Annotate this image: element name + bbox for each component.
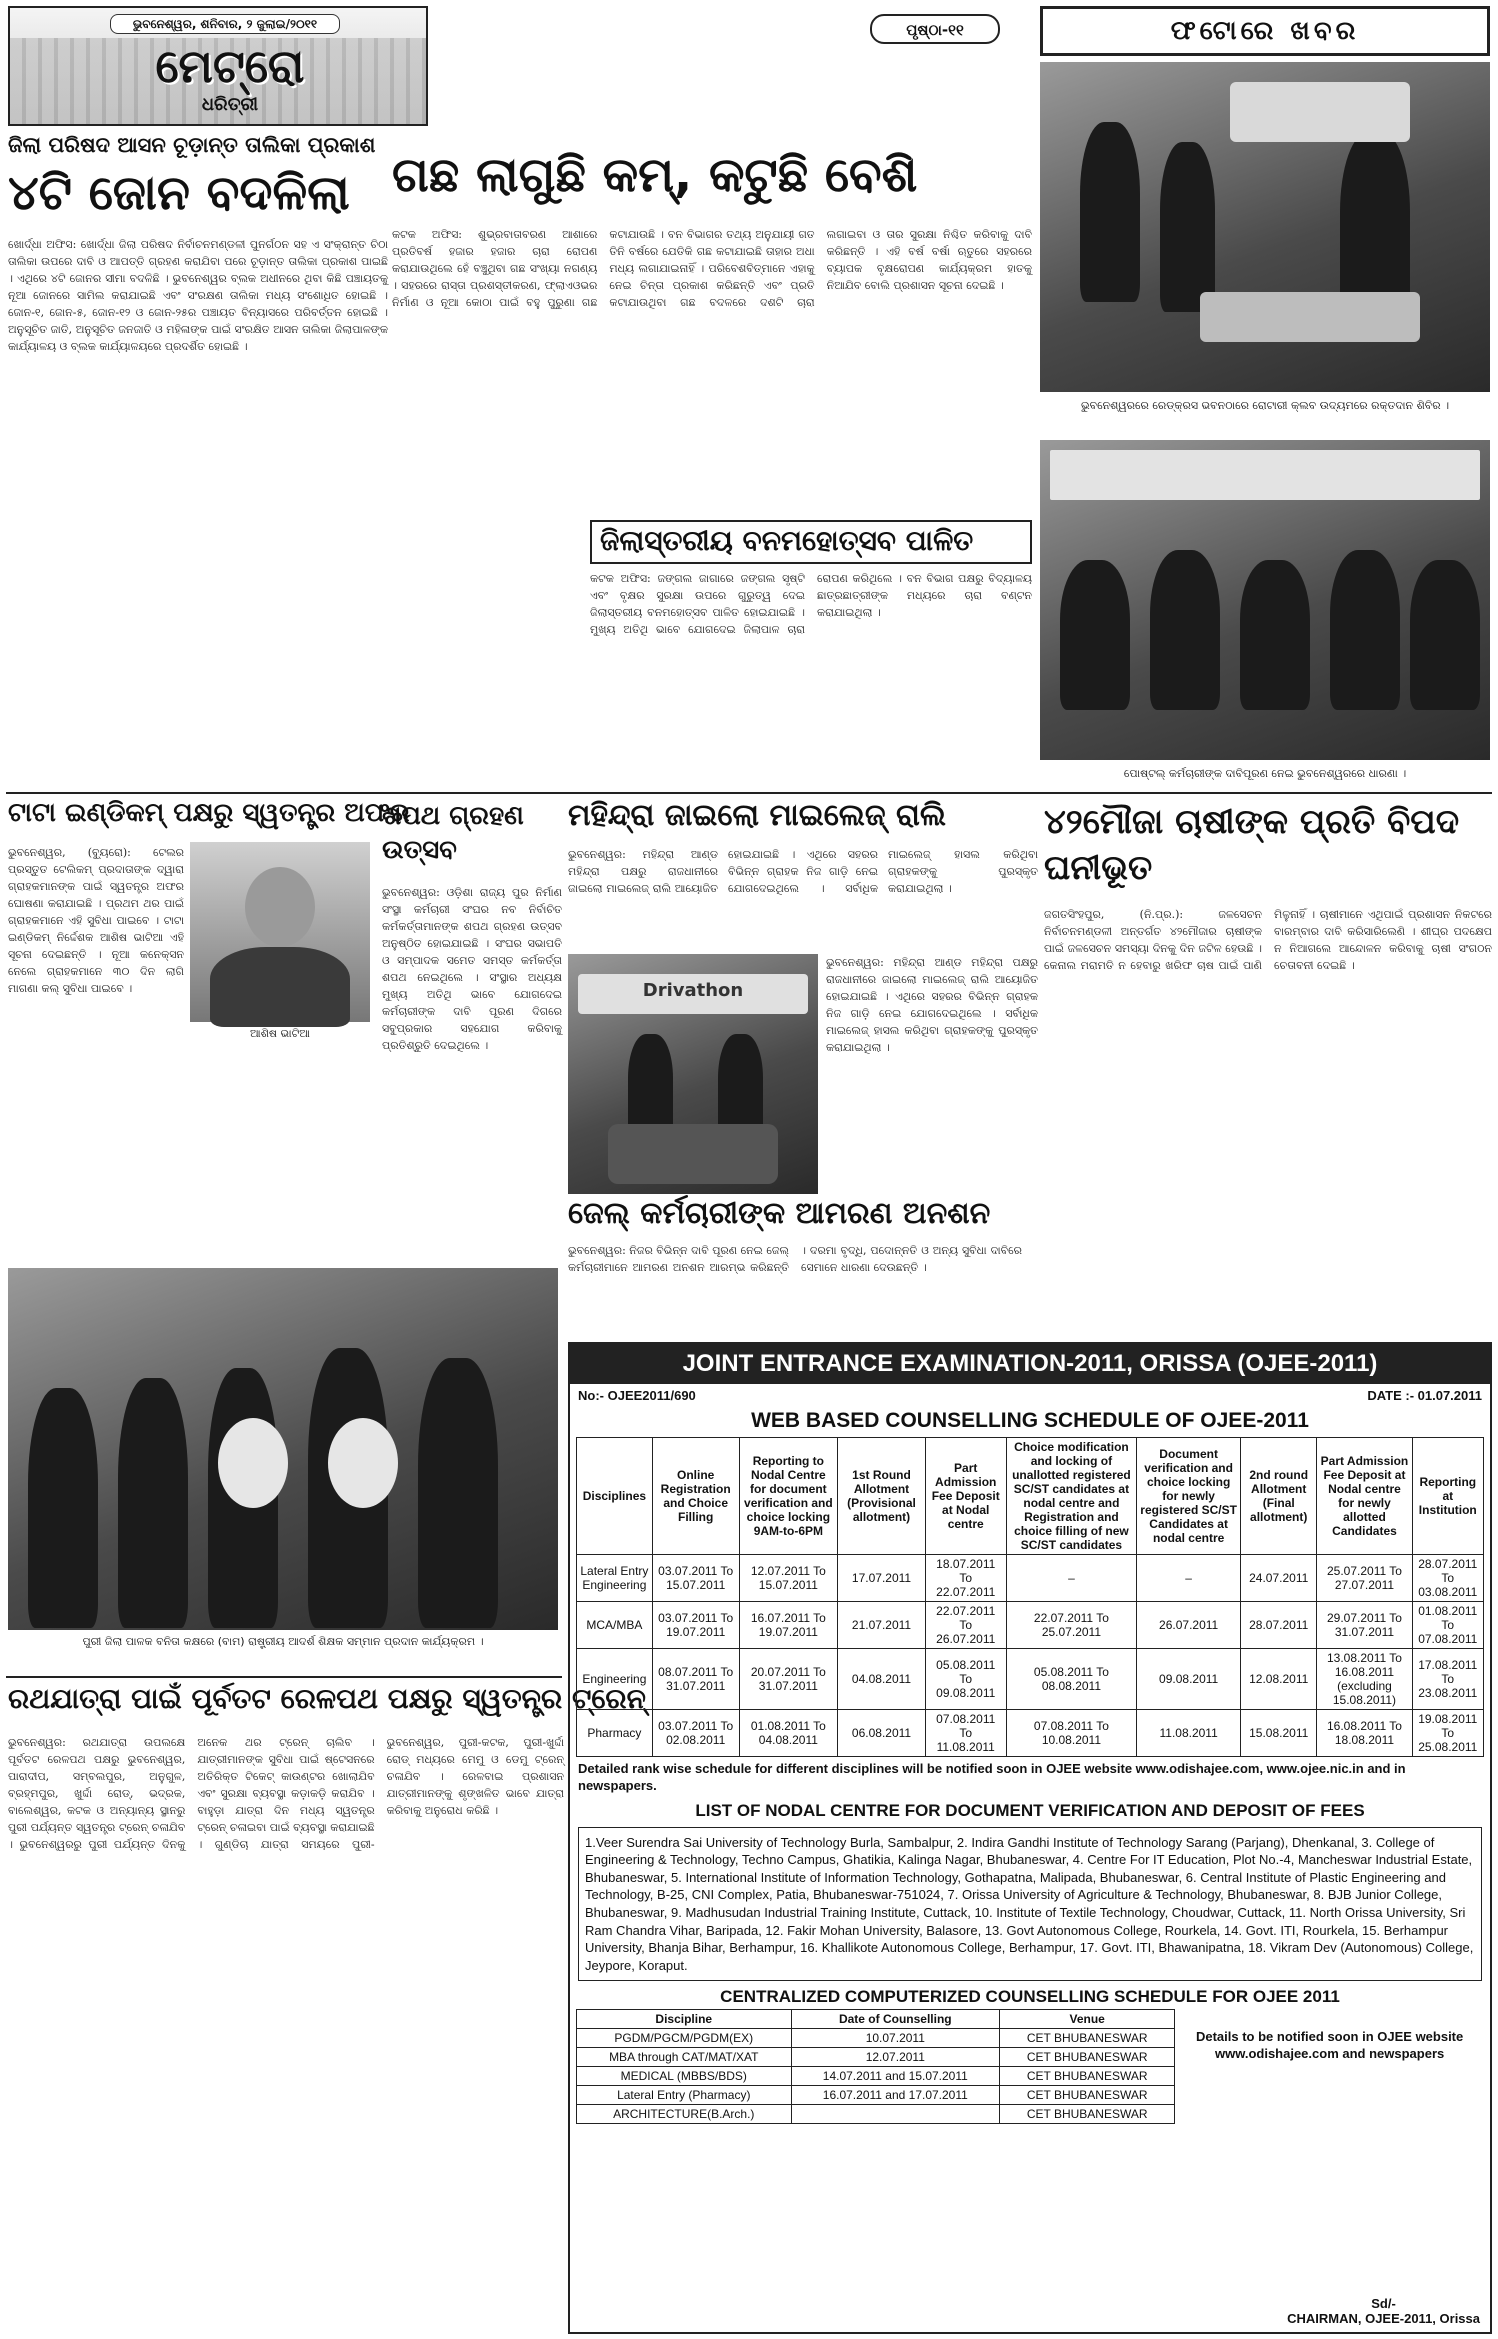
banner-shape	[1230, 82, 1410, 142]
schedule-row	[577, 1555, 1484, 1602]
schedule-cell: 13.08.2011 To 16.08.2011 (excluding 15.08.2011)	[1317, 1649, 1412, 1710]
mouza-body: ଜଗତସିଂହପୁର, (ନି.ପ୍ର.): ଜଳସେଚନ ନିର୍ବାଚନମଣ୍ଡଳୀ ଅନ୍ତର୍ଗତ ୪୨ମୌଜାର ଚାଷୀଙ୍କ ପାଇଁ ଜଳସେଚନ ସମସ୍ୟା ଦିନକୁ ଦିନ ଜଟିଳ ହେଉଛି । କେନାଲ ମରାମତି ନ ହେବାରୁ ଖରିଫ ଚାଷ ପାଇଁ ପାଣି ମିଳୁନାହିଁ । ଚାଷୀମାନେ ଏଥିପାଇଁ ପ୍ରଶାସନ ନିକଟରେ ବାରମ୍ବାର ଦାବି କରିସାରିଲେଣି । ଶୀଘ୍ର ପଦକ୍ଷେପ ନ ନିଆଗଲେ ଆନ୍ଦୋଳନ କରିବାକୁ ଚାଷୀ ସଂଗଠନ ଚେତାବନୀ ଦେଇଛି ।	[1044, 908, 1492, 973]
schedule-row	[577, 1602, 1484, 1649]
central-row	[577, 2105, 1175, 2124]
schedule-cell: 19.08.2011 To 25.08.2011	[1412, 1710, 1483, 1757]
crowd-figure	[1410, 560, 1480, 710]
rath-body: ଭୁବନେଶ୍ୱର: ରଥଯାତ୍ରା ଉପଲକ୍ଷେ ପୂର୍ବତଟ ରେଳପଥ ପକ୍ଷରୁ ଭୁବନେଶ୍ୱର, ପାରାଦୀପ, ସମ୍ବଲପୁର, ଅନୁଗୁଳ, ବ୍ରହ୍ମପୁର, ଖୁର୍ଦ୍ଦା ରୋଡ୍, ଭଦ୍ରକ, ବାଲେଶ୍ୱର, କଟକ ଓ ଅନ୍ୟାନ୍ୟ ସ୍ଥାନରୁ ପୁରୀ ପର୍ଯ୍ୟନ୍ତ ସ୍ୱତନ୍ତ୍ର ଟ୍ରେନ୍ ଚଳାଯିବ । ଭୁବନେଶ୍ୱରରୁ ପୁରୀ ପର୍ଯ୍ୟନ୍ତ ଦିନକୁ ଅନେକ ଥର ଟ୍ରେନ୍ ଚାଲିବ । ଯାତ୍ରୀମାନଙ୍କ ସୁବିଧା ପାଇଁ ଷ୍ଟେସନରେ ଅତିରିକ୍ତ ଟିକେଟ୍ କାଉଣ୍ଟର ଖୋଲାଯିବ ଏବଂ ସୁରକ୍ଷା ବ୍ୟବସ୍ଥା କଡ଼ାକଡ଼ି କରାଯିବ । ବାହୁଡ଼ା ଯାତ୍ରା ଦିନ ମଧ୍ୟ ସ୍ୱତନ୍ତ୍ର ଟ୍ରେନ୍ ଚଳାଇବା ପାଇଁ ବ୍ୟବସ୍ଥା କରାଯାଇଛି । ଗୁଣ୍ଡିଚା ଯାତ୍ରା ସମୟରେ ପୁରୀ-ଭୁବନେଶ୍ୱର, ପୁରୀ-କଟକ, ପୁରୀ-ଖୁର୍ଦ୍ଦା ରୋଡ୍ ମଧ୍ୟରେ ମେମୁ ଓ ଡେମୁ ଟ୍ରେନ୍ ଚଳାଯିବ । ରେଳବାଇ ପ୍ରଶାସନ ଯାତ୍ରୀମାନଙ୍କୁ ଶୃଙ୍ଖଳିତ ଭାବେ ଯାତ୍ରା କରିବାକୁ ଅନୁରୋଧ କରିଛି ।	[8, 1736, 564, 1852]
schedule-cell: 28.07.2011	[1241, 1602, 1317, 1649]
schedule-cell: 08.07.2011 To 31.07.2011	[652, 1649, 739, 1710]
ojee-ref-no: No:- OJEE2011/690	[578, 1388, 696, 1403]
schedule-cell: –	[1006, 1555, 1137, 1602]
oath-body: ଭୁବନେଶ୍ୱର: ଓଡ଼ିଶା ରାଜ୍ୟ ପୁର ନିର୍ମାଣ ସଂସ୍ଥା କର୍ମଚାରୀ ସଂଘର ନବ ନିର୍ବାଚିତ କର୍ମକର୍ତ୍ତାମାନଙ୍କ ଶପଥ ଗ୍ରହଣ ଉତ୍ସବ ଅନୁଷ୍ଠିତ ହୋଇଯାଇଛି । ସଂଘର ସଭାପତି ଓ ସମ୍ପାଦକ ସମେତ ସମସ୍ତ କର୍ମକର୍ତ୍ତା ଶପଥ ନେଇଥିଲେ । ସଂସ୍ଥାର ଅଧ୍ୟକ୍ଷ ମୁଖ୍ୟ ଅତିଥି ଭାବେ ଯୋଗଦେଇ କର୍ମଚାରୀଙ୍କ ଦାବି ପୂରଣ ଦିଗରେ ସବୁପ୍ରକାର ସହଯୋଗ କରିବାକୁ ପ୍ରତିଶ୍ରୁତି ଦେଇଥିଲେ ।	[382, 886, 562, 1053]
central-schedule-table	[576, 2009, 1175, 2124]
schedule-cell: 06.08.2011	[838, 1710, 926, 1757]
schedule-cell: 12.08.2011	[1241, 1649, 1317, 1710]
schedule-cell: 28.07.2011 To 03.08.2011	[1412, 1555, 1483, 1602]
central-cell: CET BHUBANESWAR	[1000, 2086, 1175, 2105]
schedule-cell: MCA/MBA	[577, 1602, 653, 1649]
central-cell: MBA through CAT/MAT/XAT	[577, 2048, 792, 2067]
central-row	[577, 2048, 1175, 2067]
schedule-row	[577, 1710, 1484, 1757]
schedule-cell: 03.07.2011 To 02.08.2011	[652, 1710, 739, 1757]
schedule-cell: 05.08.2011 To 08.08.2011	[1006, 1649, 1137, 1710]
schedule-cell: 17.08.2011 To 23.08.2011	[1412, 1649, 1483, 1710]
tata-photo-caption: ଆଶିଷ ଭାଟିଆ	[250, 1027, 310, 1040]
schedule-col-header: Disciplines	[577, 1438, 653, 1555]
schedule-col-header: Part Admission Fee Deposit at Nodal centre for newly allotted Candidates	[1317, 1438, 1412, 1555]
oath-headline: ଶପଥ ଗ୍ରହଣ ଉତ୍ସବ	[382, 801, 524, 865]
counselling-schedule-table	[576, 1437, 1484, 1757]
plaque-shape	[218, 1418, 288, 1508]
ojee-signatory: CHAIRMAN, OJEE-2011, Orissa	[1287, 2311, 1480, 2326]
ojee-date: DATE :- 01.07.2011	[1367, 1388, 1482, 1403]
central-title: CENTRALIZED COMPUTERIZED COUNSELLING SCHEDULE FOR OJEE 2011	[720, 1987, 1340, 2007]
schedule-col-header: Part Admission Fee Deposit at Nodal centre	[925, 1438, 1006, 1555]
central-cell: CET BHUBANESWAR	[1000, 2048, 1175, 2067]
schedule-cell: 03.07.2011 To 19.07.2011	[652, 1602, 739, 1649]
zone-headline: ୪ଟି ଜୋନ ବଦଳିଲା	[8, 165, 350, 221]
schedule-cell: 15.08.2011	[1241, 1710, 1317, 1757]
schedule-cell: Lateral Entry Engineering	[577, 1555, 653, 1602]
tata-headline: ଟାଟା ଇଣ୍ଡିକମ୍ ପକ୍ଷରୁ ସ୍ୱତନ୍ତ୍ର ଅଫର	[8, 798, 410, 828]
zone-body: ଖୋର୍ଦ୍ଧା ଅଫିସ: ଖୋର୍ଦ୍ଧା ଜିଲା ପରିଷଦ ନିର୍ବାଚନମଣ୍ଡଳୀ ପୁନର୍ଗଠନ ସହ ଏ ସଂକ୍ରାନ୍ତ ଚିଠା ତାଲିକା ଉପରେ ଦାବି ଓ ଆପତ୍ତି ଗ୍ରହଣ କରାଯିବା ପରେ ଚୂଡ଼ାନ୍ତ ତାଲିକା ପ୍ରକାଶ ପାଇଛି । ଏଥିରେ ୪ଟି ଜୋନର ସୀମା ବଦଳିଛି । ଭୁବନେଶ୍ୱର ବ୍ଲକ ଅଧୀନରେ ଥିବା କିଛି ପଞ୍ଚାୟତକୁ ନୂଆ ଜୋନରେ ସାମିଲ କରାଯାଇଛି ଏବଂ ସଂରକ୍ଷଣ ତାଲିକା ମଧ୍ୟ ସଂଶୋଧିତ ହୋଇଛି । ଜୋନ-୧, ଜୋନ-୫, ଜୋନ-୧୨ ଓ ଜୋନ-୨୫ର ପଞ୍ଚାୟତ ବିନ୍ୟାସରେ ପରିବର୍ତ୍ତନ ହୋଇଛି । ଅନୁସୂଚିତ ଜାତି, ଅନୁସୂଚିତ ଜନଜାତି ଓ ମହିଳାଙ୍କ ପାଇଁ ସଂରକ୍ଷିତ ଆସନ ତାଲିକା ଜିଲାପାଳଙ୍କ କାର୍ଯ୍ୟାଳୟ ଓ ବ୍ଲକ କାର୍ଯ୍ୟାଳୟରେ ପ୍ରଦର୍ଶିତ ହୋଇଛି ।	[8, 238, 388, 354]
photo-blood-donation	[1040, 62, 1490, 392]
masthead-title: ମେଟ୍ରୋ	[155, 39, 305, 93]
photo-caption-1: ଭୁବନେଶ୍ୱରରେ ରେଡ୍‌କ୍ରସ ଭବନଠାରେ ରୋଟାରୀ କ୍ଲବ ଉଦ୍ୟମରେ ରକ୍ତଦାନ ଶିବିର ।	[1080, 399, 1450, 412]
mouza-headline: ୪୨ମୌଜା ଚାଷୀଙ୍କ ପ୍ରତି ବିପଦ ଘନୀଭୂତ	[1044, 802, 1460, 888]
central-cell: PGDM/PGCM/PGDM(EX)	[577, 2029, 792, 2048]
nodal-title: LIST OF NODAL CENTRE FOR DOCUMENT VERIFICATION AND DEPOSIT OF FEES	[695, 1800, 1365, 1820]
schedule-cell: 21.07.2011	[838, 1602, 926, 1649]
schedule-col-header: Online Registration and Choice Filling	[652, 1438, 739, 1555]
central-cell: 16.07.2011 and 17.07.2011	[791, 2086, 1000, 2105]
schedule-col-header: Document verification and choice locking for newly registered SC/ST Candidates at nodal centre	[1137, 1438, 1241, 1555]
schedule-col-header: 1st Round Allotment (Provisional allotment)	[838, 1438, 926, 1555]
masthead-subtitle: ଧରିତ୍ରୀ	[201, 94, 259, 115]
date-line: ଭୁବନେଶ୍ୱର, ଶନିବାର, ୨ ଜୁଲାଇ/୨୦୧୧	[110, 14, 340, 34]
schedule-cell: 17.07.2011	[838, 1555, 926, 1602]
drivathon-banner: Drivathon	[642, 980, 744, 1001]
mahindra-body-2: ଭୁବନେଶ୍ୱର: ମହିନ୍ଦ୍ରା ଆଣ୍ଡ ମହିନ୍ଦ୍ରା ପକ୍ଷରୁ ରାଜଧାନୀରେ ଜାଇଲୋ ମାଇଲେଜ୍ ରାଲି ଆୟୋଜିତ ହୋଇଯାଇଛି । ଏଥିରେ ସହରର ବିଭିନ୍ନ ଗ୍ରାହକ ନିଜ ଗାଡ଼ି ନେଇ ଯୋଗଦେଇଥିଲେ । ସର୍ବାଧିକ ମାଇଲେଜ୍ ହାସଲ କରିଥିବା ଗ୍ରାହକଙ୍କୁ ପୁରସ୍କୃତ କରାଯାଇଥିଲା ।	[826, 956, 1038, 1055]
schedule-cell: 05.08.2011 To 09.08.2011	[925, 1649, 1006, 1710]
mahindra-headline: ମହିନ୍ଦ୍ରା ଜାଇଲୋ ମାଇଲେଜ୍ ରାଲି	[568, 798, 946, 833]
schedule-cell: 16.08.2011 To 18.08.2011	[1317, 1710, 1412, 1757]
schedule-cell: Engineering	[577, 1649, 653, 1710]
schedule-cell: 22.07.2011 To 26.07.2011	[925, 1602, 1006, 1649]
banner-shape	[1050, 450, 1480, 500]
central-row	[577, 2086, 1175, 2105]
award-photo	[8, 1268, 558, 1630]
central-cell: CET BHUBANESWAR	[1000, 2105, 1175, 2124]
crowd-figure	[1330, 550, 1400, 710]
person-figure	[118, 1378, 188, 1628]
tata-portrait	[190, 842, 370, 1022]
central-cell: 10.07.2011	[791, 2029, 1000, 2048]
central-row	[577, 2029, 1175, 2048]
ojee-sign: Sd/-	[1371, 2296, 1396, 2311]
photo-postal-dharna	[1040, 440, 1490, 760]
central-cell	[791, 2105, 1000, 2124]
ojee-title: JOINT ENTRANCE EXAMINATION-2011, ORISSA (OJEE-2011)	[570, 1344, 1490, 1384]
photo-caption-2: ପୋଷ୍ଟଲ୍ କର୍ମଚାରୀଙ୍କ ଦାବିପୂରଣ ନେଇ ଭୁବନେଶ୍ୱରରେ ଧାରଣା ।	[1123, 767, 1407, 780]
crowd-figure	[1150, 550, 1220, 710]
schedule-col-header: Reporting at Institution	[1412, 1438, 1483, 1555]
schedule-cell: 01.08.2011 To 04.08.2011	[739, 1710, 838, 1757]
nodal-list: 1.Veer Surendra Sai University of Technology Burla, Sambalpur, 2. Indira Gandhi Institute of Technology Sarang (Parjang), Dhenkanal, 3. College of Engineering & Technology, Techno Campus, Ghatikia, Kalinga Nagar, Bhubaneswar, 4. Centre For IT Education, Plot No.-4, Mancheswar Industrial Estate, Bhubaneswar, 5. International Institute of Information Technology, Gothapatna, Malipada, Bhubaneswar, 6. Central Institute of Plastic Engineering and Technology, B-25, CNI Complex, Patia, Bhubaneswar-751024, 7. Orissa University of Agriculture & Technology, Bhubaneswar, 8. BJB Junior College, Bhubaneswar, 9. Madhusudan Industrial Training Institute, Cuttack, 10. Institute of Textile Technology, Choudwar, Cuttack, 11. North Orissa University, Sri Ram Chandra Vihar, Baripada, 12. Fakir Mohan University, Balasore, 13. Govt Autonomous College, Rourkela, 14. Govt. ITI, Rourkela, 15. Berhampur University, Bhanja Bihar, Berhampur, 16. Khallikote Autonomous College, Berhampur, 17. Govt. ITI, Bhawanipatna, 18. Vikram Dev (Autonomous) College, Jeypore, Koraput.	[578, 1827, 1482, 1981]
schedule-cell: 03.07.2011 To 15.07.2011	[652, 1555, 739, 1602]
zone-kicker: ଜିଲା ପରିଷଦ ଆସନ ଚୂଡ଼ାନ୍ତ ତାଲିକା ପ୍ରକାଶ	[8, 133, 376, 157]
tata-body: ଭୁବନେଶ୍ୱର, (ବ୍ୟୁରୋ): ଟେଲର ପ୍ରସ୍ତୁତ ଟେଲିକମ୍ ପ୍ରଦାତାଙ୍କ ଦ୍ୱାରା ଗ୍ରାହକମାନଙ୍କ ପାଇଁ ସ୍ୱତନ୍ତ୍ର ଅଫର ଘୋଷଣା କରାଯାଇଛି । ପ୍ରଥମ ଥର ପାଇଁ ଗ୍ରାହକମାନେ ଏହି ସୁବିଧା ପାଇବେ । ଟାଟା ଇଣ୍ଡିକମ୍ ନିର୍ଦ୍ଦେଶକ ଆଶିଷ ଭାଟିଆ ଏହି ସୂଚନା ଦେଇଛନ୍ତି । ନୂଆ କନେକ୍ସନ ନେଲେ ଗ୍ରାହକମାନେ ୩୦ ଦିନ ଲାଗି ମାଗଣା କଲ୍ ସୁବିଧା ପାଇବେ ।	[8, 846, 184, 996]
person-figure	[1160, 142, 1215, 312]
ojee-ad	[568, 1342, 1492, 2334]
jail-body: ଭୁବନେଶ୍ୱର: ନିଜର ବିଭିନ୍ନ ଦାବି ପୂରଣ ନେଇ ଜେଲ୍ କର୍ମଚାରୀମାନେ ଆମରଣ ଅନଶନ ଆରମ୍ଭ କରିଛନ୍ତି । ଦରମା ବୃଦ୍ଧି, ପଦୋନ୍ନତି ଓ ଅନ୍ୟ ସୁବିଧା ଦାବିରେ ସେମାନେ ଧାରଣା ଦେଉଛନ୍ତି ।	[568, 1244, 1022, 1275]
jail-headline: ଜେଲ୍ କର୍ମଚାରୀଙ୍କ ଆମରଣ ଅନଶନ	[568, 1196, 991, 1231]
central-cell: 14.07.2011 and 15.07.2011	[791, 2067, 1000, 2086]
schedule-cell: 20.07.2011 To 31.07.2011	[739, 1649, 838, 1710]
mahindra-photo	[568, 954, 818, 1194]
central-col-header: Venue	[1000, 2010, 1175, 2029]
schedule-cell: 26.07.2011	[1137, 1602, 1241, 1649]
bed-shape	[1200, 292, 1420, 342]
central-cell: MEDICAL (MBBS/BDS)	[577, 2067, 792, 2086]
schedule-cell: 22.07.2011 To 25.07.2011	[1006, 1602, 1137, 1649]
central-col-header: Date of Counselling	[791, 2010, 1000, 2029]
schedule-cell: 01.08.2011 To 07.08.2011	[1412, 1602, 1483, 1649]
schedule-cell: 18.07.2011 To 22.07.2011	[925, 1555, 1006, 1602]
schedule-row	[577, 1649, 1484, 1710]
central-cell: 12.07.2011	[791, 2048, 1000, 2067]
central-cell: ARCHITECTURE(B.Arch.)	[577, 2105, 792, 2124]
divider	[6, 1676, 562, 1678]
schedule-cell: 16.07.2011 To 19.07.2011	[739, 1602, 838, 1649]
van-headline: ଜିଲାସ୍ତରୀୟ ବନମହୋତ୍ସବ ପାଳିତ	[590, 520, 1032, 564]
crowd-figure	[1240, 560, 1310, 710]
award-photo-caption: ପୁରୀ ଜିଲା ପାଳକ ବନିତା କକ୍ଷରେ (ବାମ) ରାଷ୍ଟ୍ରୀୟ ଆଦର୍ଶ ଶିକ୍ଷକ ସମ୍ମାନ ପ୍ରଦାନ କାର୍ଯ୍ୟକ୍ରମ ।	[82, 1635, 484, 1648]
masthead	[8, 6, 428, 126]
schedule-cell: 29.07.2011 To 31.07.2011	[1317, 1602, 1412, 1649]
mahindra-body: ଭୁବନେଶ୍ୱର: ମହିନ୍ଦ୍ରା ଆଣ୍ଡ ମହିନ୍ଦ୍ରା ପକ୍ଷରୁ ରାଜଧାନୀରେ ଜାଇଲୋ ମାଇଲେଜ୍ ରାଲି ଆୟୋଜିତ ହୋଇଯାଇଛି । ଏଥିରେ ସହରର ବିଭିନ୍ନ ଗ୍ରାହକ ନିଜ ଗାଡ଼ି ନେଇ ଯୋଗଦେଇଥିଲେ । ସର୍ବାଧିକ ମାଇଲେଜ୍ ହାସଲ କରିଥିବା ଗ୍ରାହକଙ୍କୁ ପୁରସ୍କୃତ କରାଯାଇଥିଲା ।	[568, 848, 1038, 896]
rath-headline: ରଥଯାତ୍ରା ପାଇଁ ପୂର୍ବତଟ ରେଳପଥ ପକ୍ଷରୁ ସ୍ୱତନ୍ତ୍ର ଟ୍ରେନ୍	[8, 1682, 646, 1715]
schedule-cell: 07.08.2011 To 11.08.2011	[925, 1710, 1006, 1757]
schedule-col-header: Reporting to Nodal Centre for document verification and choice locking 9AM-to-6PM	[739, 1438, 838, 1555]
ojee-side-note: Details to be notified soon in OJEE website www.odishajee.com and newspapers	[1195, 2029, 1464, 2062]
shoulders-shape	[210, 947, 350, 1027]
divider	[6, 792, 1492, 794]
central-cell: Lateral Entry (Pharmacy)	[577, 2086, 792, 2105]
van-body: କଟକ ଅଫିସ: ଜଙ୍ଗଲ ଜାଗାରେ ଜଙ୍ଗଲ ସୃଷ୍ଟି ଏବଂ ବୃକ୍ଷର ସୁରକ୍ଷା ଉପରେ ଗୁରୁତ୍ୱ ଦେଇ ଜିଲାସ୍ତରୀୟ ବନମହୋତ୍ସବ ପାଳିତ ହୋଇଯାଇଛି । ମୁଖ୍ୟ ଅତିଥି ଭାବେ ଯୋଗଦେଇ ଜିଲାପାଳ ଚାରା ରୋପଣ କରିଥିଲେ । ବନ ବିଭାଗ ପକ୍ଷରୁ ବିଦ୍ୟାଳୟ ଛାତ୍ରଛାତ୍ରୀଙ୍କ ମଧ୍ୟରେ ଚାରା ବଣ୍ଟନ କରାଯାଇଥିଲା ।	[590, 572, 1032, 637]
crowd-figure	[1060, 560, 1130, 710]
page-number: ପୃଷ୍ଠା-୧୧	[870, 14, 1000, 44]
photo-news-header: ଫଟୋରେ ଖବର	[1040, 6, 1490, 56]
plaque-shape	[328, 1418, 398, 1508]
schedule-cell: 25.07.2011 To 27.07.2011	[1317, 1555, 1412, 1602]
vehicle-shape	[608, 1124, 778, 1184]
schedule-cell: 11.08.2011	[1137, 1710, 1241, 1757]
central-cell: CET BHUBANESWAR	[1000, 2067, 1175, 2086]
central-col-header: Discipline	[577, 2010, 792, 2029]
face-shape	[245, 867, 315, 947]
ojee-subtitle: WEB BASED COUNSELLING SCHEDULE OF OJEE-2011	[751, 1409, 1309, 1432]
schedule-cell: Pharmacy	[577, 1710, 653, 1757]
schedule-col-header: Choice modification and locking of unallotted registered SC/ST candidates at nodal centre and Registration and choice filling of new SC/ST candidates	[1006, 1438, 1137, 1555]
schedule-cell: 07.08.2011 To 10.08.2011	[1006, 1710, 1137, 1757]
schedule-cell: 24.07.2011	[1241, 1555, 1317, 1602]
schedule-cell: 04.08.2011	[838, 1649, 926, 1710]
trees-headline: ଗଛ ଲାଗୁଛି କମ୍, କଟୁଛି ବେଶି	[392, 147, 918, 203]
person-figure	[418, 1358, 498, 1628]
schedule-cell: 09.08.2011	[1137, 1649, 1241, 1710]
person-figure	[1080, 122, 1140, 302]
ojee-note: Detailed rank wise schedule for different disciplines will be notified soon in OJEE website www.odishajee.com, www.ojee.nic.in and in newspapers.	[578, 1761, 1406, 1793]
central-row	[577, 2067, 1175, 2086]
schedule-cell: –	[1137, 1555, 1241, 1602]
schedule-cell: 12.07.2011 To 15.07.2011	[739, 1555, 838, 1602]
schedule-col-header: 2nd round Allotment (Final allotment)	[1241, 1438, 1317, 1555]
person-figure	[28, 1388, 98, 1628]
trees-body: କଟକ ଅଫିସ: ଶୁଭ୍ରବାତାବରଣ ଆଶାରେ ପ୍ରତିବର୍ଷ ହଜାର ହଜାର ଚାରା ରୋପଣ କରାଯାଉଥିଲେ ହେଁ ବଞ୍ଚୁଥିବା ଗଛ ସଂଖ୍ୟା ନଗଣ୍ୟ । ସହରରେ ରାସ୍ତା ପ୍ରଶସ୍ତୀକରଣ, ଫ୍ଲାଏଓଭର ନିର୍ମାଣ ଓ ନୂଆ କୋଠା ପାଇଁ ବହୁ ପୁରୁଣା ଗଛ କଟାଯାଉଛି । ବନ ବିଭାଗର ତଥ୍ୟ ଅନୁଯାୟୀ ଗତ ତିନି ବର୍ଷରେ ଯେତିକି ଗଛ କଟାଯାଇଛି ତାହାର ଅଧା ମଧ୍ୟ ଲଗାଯାଇନାହିଁ । ପରିବେଶବିତ୍‌ମାନେ ଏହାକୁ ନେଇ ଚିନ୍ତା ପ୍ରକାଶ କରିଛନ୍ତି ଏବଂ ପ୍ରତି କଟାଯାଉଥିବା ଗଛ ବଦଳରେ ଦଶଟି ଚାରା ଲଗାଇବା ଓ ତାର ସୁରକ୍ଷା ନିଶ୍ଚିତ କରିବାକୁ ଦାବି କରିଛନ୍ତି । ଏହି ବର୍ଷ ବର୍ଷା ଋତୁରେ ସହରରେ ବ୍ୟାପକ ବୃକ୍ଷରୋପଣ କାର୍ଯ୍ୟକ୍ରମ ହାତକୁ ନିଆଯିବ ବୋଲି ପ୍ରଶାସନ ସୂଚନା ଦେଇଛି ।	[392, 228, 1032, 310]
central-cell: CET BHUBANESWAR	[1000, 2029, 1175, 2048]
